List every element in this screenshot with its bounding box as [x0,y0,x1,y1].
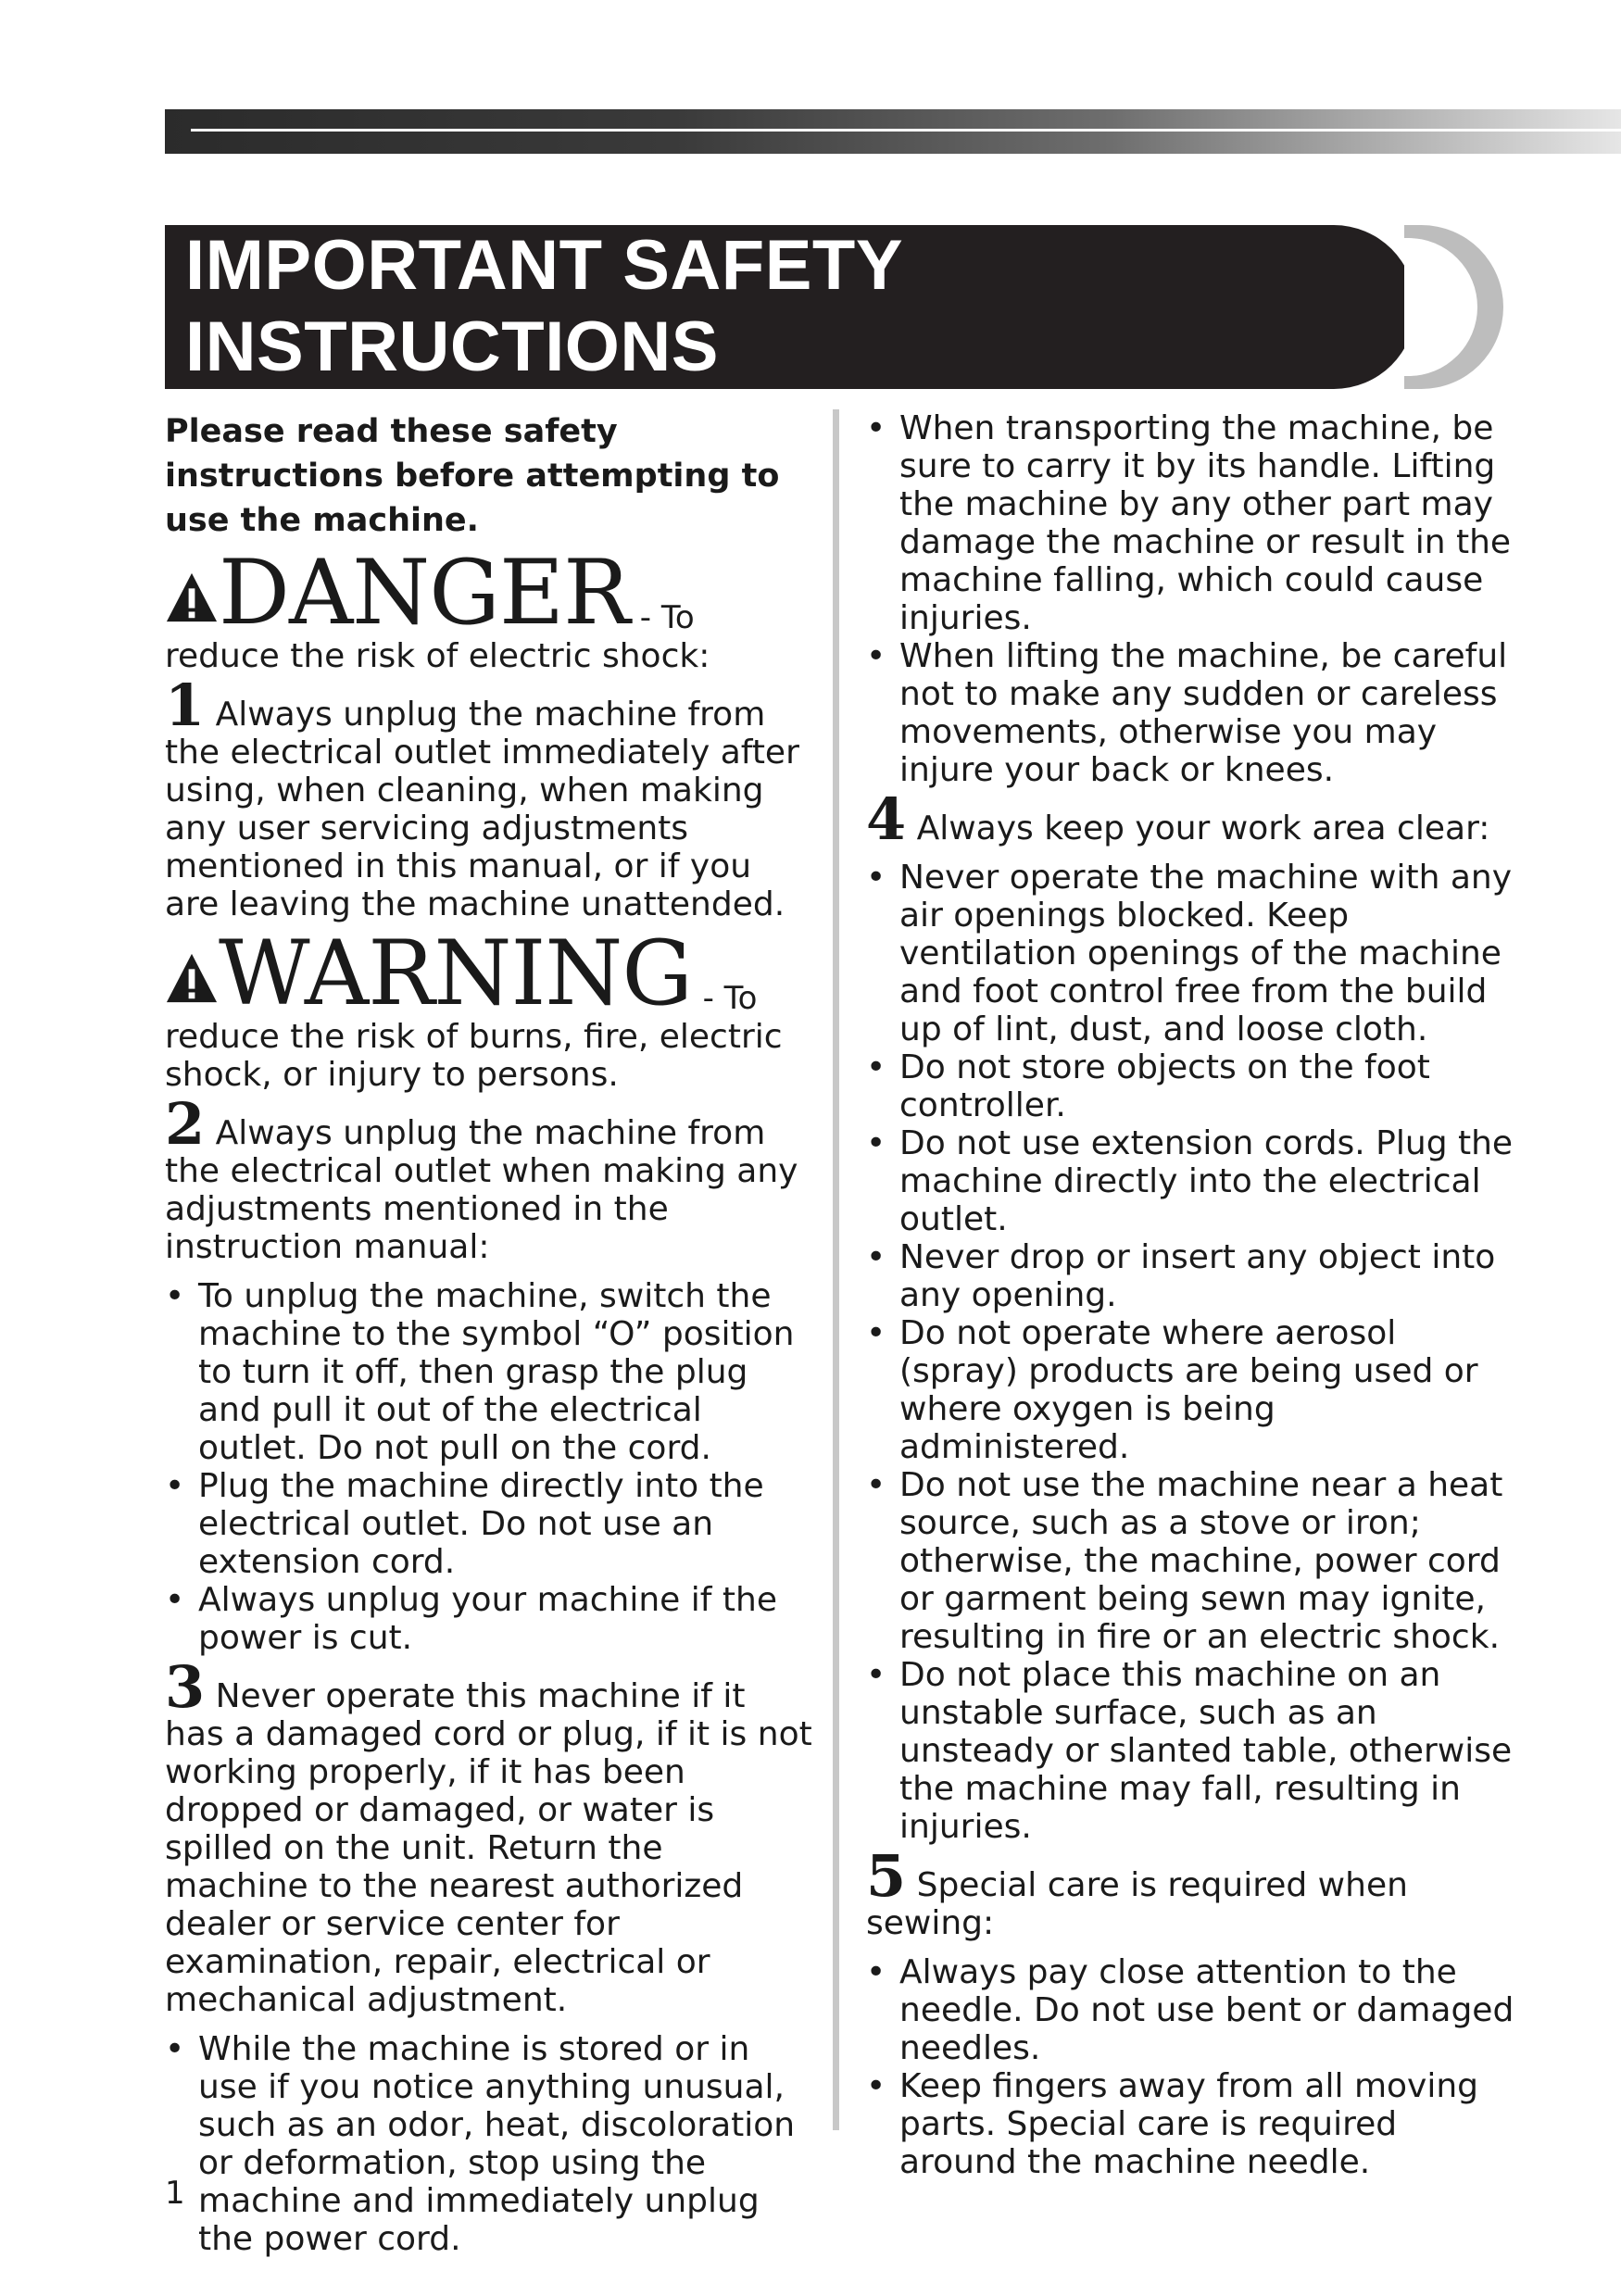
item-1-number: 1 [165,671,206,739]
item-2-bullets [165,1277,813,1657]
item-3-continued-bullets [866,409,1514,789]
list-item: • Always unplug your machine if the power is cut. [165,1581,813,1657]
right-column [866,409,1514,2181]
warning-heading: WARNING [219,922,693,1025]
warning-text: reduce the risk of burns, fire, electric shock, or injury to persons. [165,1018,783,1094]
item-5-number: 5 [866,1842,907,1910]
item-3 [165,1653,813,2019]
list-item: • Always pay close attention to the needle. Do not use bent or damaged needles. [866,1953,1514,2067]
title-bracket-decoration [1404,225,1506,389]
item-5 [866,1842,1514,1942]
list-item: • Do not use extension cords. Plug the machine directly into the electrical outlet. [866,1124,1514,1238]
item-4-bullets [866,859,1514,1846]
list-item: • When lifting the machine, be careful not to make any sudden or careless movements, otherwise you may injure your back or knees. [866,637,1514,789]
danger-text: reduce the risk of electric shock: [165,637,710,675]
danger-heading: DANGER [219,541,630,645]
item-2 [165,1090,813,1266]
list-item: • To unplug the machine, switch the machine to the symbol “O” position to turn it off, then grasp the plug and pull it out of the electrical outlet. Do not pull on the cord. [165,1277,813,1467]
list-item: • Do not place this machine on an unstable surface, such as an unsteady or slanted table, otherwise the machine may fall, resulting in injuries. [866,1656,1514,1846]
item-1-text: Always unplug the machine from the electrical outlet immediately after using, when cleaning, when making any user servicing adjustments mentioned in this manual, or if you are leaving the machine unattended. [165,696,799,923]
left-column [165,409,813,2258]
warning-triangle-icon [165,571,219,624]
page-title [185,225,1389,388]
title-line-1: IMPORTANT SAFETY [185,226,904,305]
warning-section [165,922,813,1094]
danger-section [165,541,813,675]
intro-text: Please read these safety instructions before attempting to use the machine. [165,413,780,539]
list-item: • While the machine is stored or in use if you notice anything unusual, such as an odor, heat, discoloration or deformation, stop using the machine and immediately unplug the power cord. [165,2030,813,2258]
item-1 [165,671,813,923]
header-rule [191,129,1621,132]
list-item: • Plug the machine directly into the electrical outlet. Do not use an extension cord. [165,1467,813,1581]
item-5-bullets [866,1953,1514,2181]
item-3-text: Never operate this machine if it has a damaged cord or plug, if it is not working properly, if it has been dropped or damaged, or water is spilled on the unit. Return the machine to the nearest authorized dealer or service center for examination, repair, electrical or mechanical adjustment. [165,1677,812,2019]
item-5-text: Special care is required when sewing: [866,1866,1408,1942]
warning-suffix: - To [702,980,758,1017]
list-item: • When transporting the machine, be sure to carry it by its handle. Lifting the machine by any other part may damage the machine or result in the machine falling, which could cause injuries. [866,409,1514,637]
list-item: • Never drop or insert any object into any opening. [866,1238,1514,1314]
item-3-number: 3 [165,1653,206,1721]
list-item: • Keep fingers away from all moving parts. Special care is required around the machine needle. [866,2067,1514,2181]
page-number: 1 [165,2175,185,2212]
item-2-text: Always unplug the machine from the electrical outlet when making any adjustments mentioned in the instruction manual: [165,1114,798,1266]
item-4-number: 4 [866,785,907,853]
title-line-2: INSTRUCTIONS [185,307,719,386]
list-item: • Do not use the machine near a heat source, such as a stove or iron; otherwise, the machine, power cord or garment being sewn may ignite, resulting in fire or an electric shock. [866,1466,1514,1656]
item-4-text: Always keep your work area clear: [916,809,1490,847]
list-item: • Never operate the machine with any air openings blocked. Keep ventilation openings of the machine and foot control free from the build up of lint, dust, and loose cloth. [866,859,1514,1048]
item-3-bullets [165,2030,813,2258]
danger-suffix: - To [639,599,695,636]
item-4 [866,785,1514,853]
list-item: • Do not store objects on the foot controller. [866,1048,1514,1124]
list-item: • Do not operate where aerosol (spray) products are being used or where oxygen is being administered. [866,1314,1514,1466]
item-2-number: 2 [165,1090,206,1158]
header-gradient-bar [165,109,1621,154]
column-divider [833,409,839,2130]
warning-triangle-icon [165,951,219,1005]
